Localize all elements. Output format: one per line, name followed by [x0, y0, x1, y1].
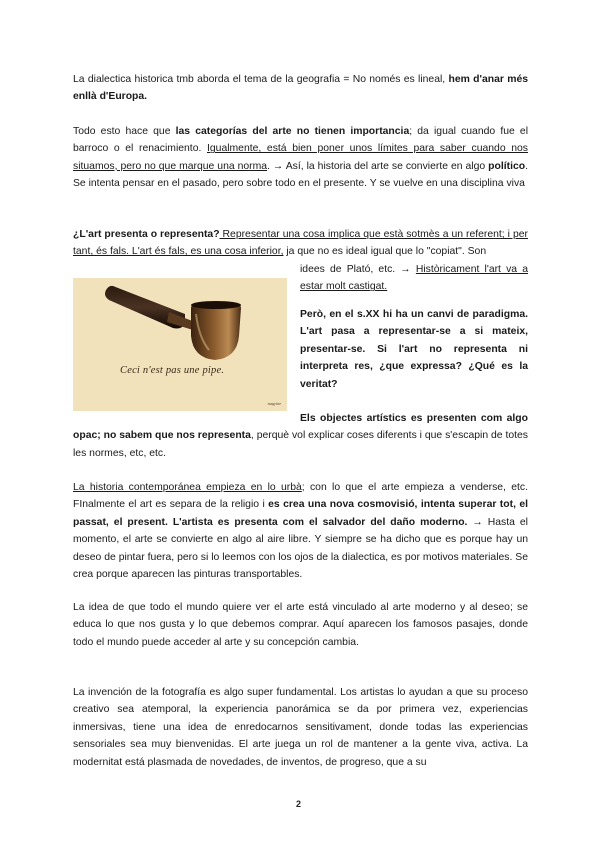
text-run: . → Así, la historia del arte se convierte en algo	[267, 160, 489, 172]
bold-run: Els objectes artístics es presenten com algo opac; no sabem que nos representa	[73, 413, 528, 442]
paragraph-plato	[300, 261, 528, 296]
underlined-run: La historia contemporánea empieza en lo urbà	[73, 482, 302, 493]
underlined-run: Històricament l'art va a estar molt castigat.	[300, 264, 528, 293]
text-run: La idea de que todo el mundo quiere ver el arte está vinculado al arte moderno y al deseo; se educa lo que nos gusta y lo que debemos comprar. Aquí aparecen los famosos pasajes, donde todo el mundo puede acceder al arte y su concepción cambia.	[73, 602, 528, 648]
bold-run: las categorías del arte no tienen importancia	[175, 126, 410, 137]
text-run: La dialectica historica tmb aborda el tema de la geografia = No només es lineal,	[73, 74, 449, 85]
paragraph-represent	[73, 226, 528, 261]
page-number: 2	[296, 799, 302, 809]
image-caption: Ceci n'est pas une pipe.	[120, 365, 225, 376]
text-run: , perquè vol explicar coses diferents i que s'escapin de totes les normes, etc, etc.	[73, 430, 528, 459]
underlined-run: Igualmente, está bien poner unos límites para saber cuando nos situamos, pero no que marque una norma	[73, 143, 528, 172]
text-run: La invención de la fotografía es algo super fundamental. Los artistas lo ayudan a que su proceso creativo sea atemporal, la experiencia panorámica se da por primera vez, experiencias inmersivas, tiene una idea de enredocarnos sensitivament, donde todas las experiencias sensoriales sea muy bienvenidas. El arte juega un rol de mantener a la gente viva, activa. La modernitat está plasmada de novedades, de inventos, de progreso, que a su	[73, 687, 528, 768]
text-run: ; da igual cuando fue el barroco o el renacimiento.	[73, 126, 528, 155]
bold-run: político	[488, 160, 526, 172]
bold-run: Però, en el s.XX hi ha un canvi de paradigma. L'art pasa a representar-se a si mateix, presentar-se. Si l'art no representa ni interpreta res, ¿que expressa? ¿Qué es la veritat?	[300, 309, 528, 390]
artist-signature: magritte	[267, 401, 281, 406]
paragraph-categories	[73, 123, 528, 193]
paragraph-desire	[73, 599, 528, 651]
text-run: Todo esto hace que	[73, 126, 176, 137]
text-run: ja que no es ideal igual que lo "copiat". Son	[283, 246, 487, 258]
paragraph-photography	[73, 684, 528, 771]
pipe-icon	[73, 278, 287, 411]
bold-run: es crea una nova cosmovisió, intenta superar tot, el passat, el present. L'artista es presenta com el salvador del daño moderno.	[73, 499, 529, 528]
magritte-pipe-image	[73, 278, 287, 411]
text-run: . Se intenta pensar en el pasado, pero sobre todo en el presente. Y se vuelve en una disciplina viva	[73, 160, 528, 190]
bold-run: ¿L'art presenta o representa?	[73, 229, 220, 240]
paragraph-contemporary	[73, 479, 528, 583]
paragraph-objects	[73, 410, 528, 462]
underlined-run: Representar una cosa implica que està sotmès a un referent; i per tant, és fals. L'art és fals, es una cosa inferior,	[73, 229, 528, 258]
text-run: → Hasta el momento, el arte se convierte en algo al aire libre. Y siempre se ha dicho que es porque hay un deseo de pintar fuera, pero si lo leemos con los ojos de la dialectica, es por motivos materiales. Se crea porque aparecen las pinturas transportables.	[73, 516, 528, 581]
bold-run: hem d'anar més enllà d'Europa.	[73, 74, 528, 103]
text-run: ; con lo que el arte empieza a venderse, etc. FInalmente el art es separa de la religio i	[73, 482, 528, 511]
text-run: idees de Plató, etc. →	[300, 264, 416, 275]
paragraph-geography	[73, 71, 528, 106]
paragraph-paradigm	[300, 306, 528, 393]
